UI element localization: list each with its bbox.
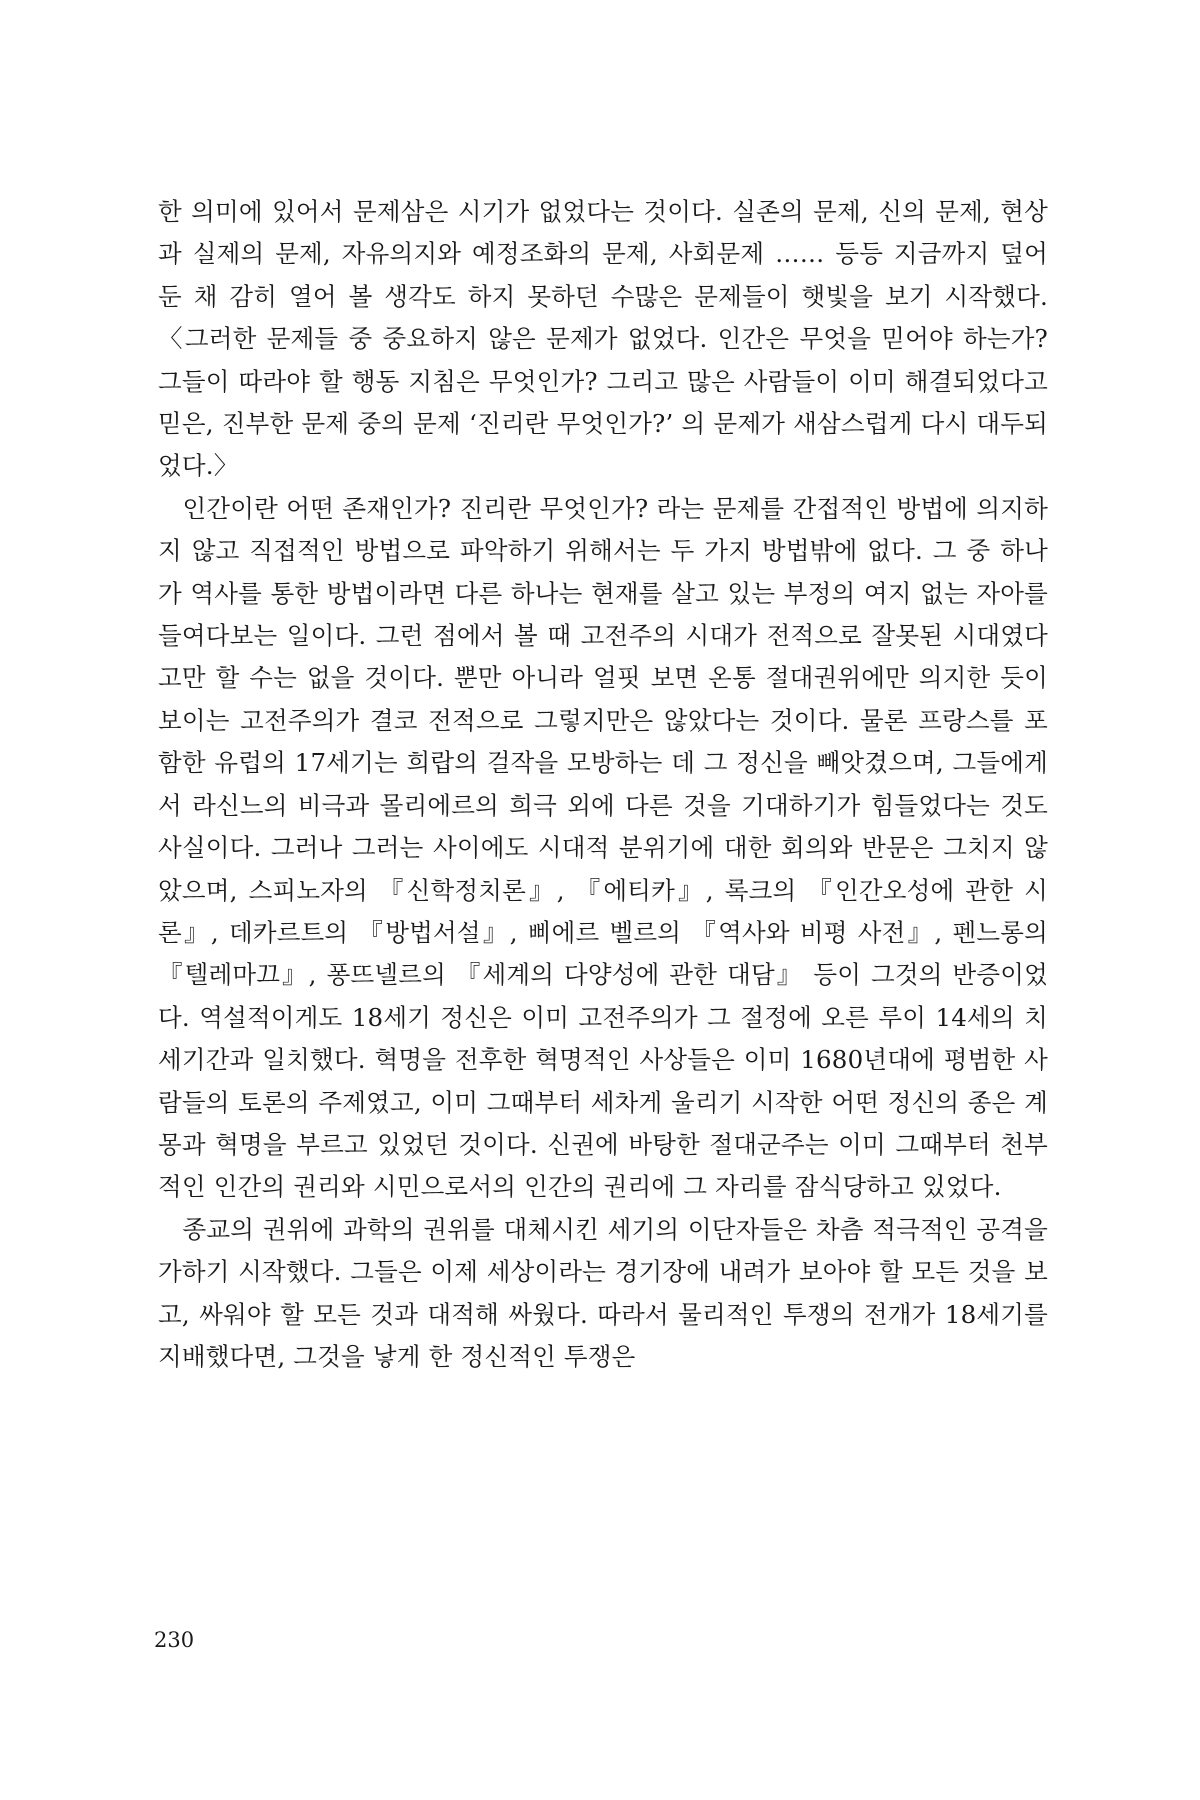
body-text	[158, 191, 1048, 1378]
paragraph-continuation: 한 의미에 있어서 문제삼은 시기가 없었다는 것이다. 실존의 문제, 신의 문제, 현상과 실제의 문제, 자유의지와 예정조화의 문제, 사회문제 …… 등등 지금까지 덮어 둔 채 감히 열어 볼 생각도 하지 못하던 수많은 문제들이 햇빛을 보기 시작했다. 〈그러한 문제들 중 중요하지 않은 문제가 없었다. 인간은 무엇을 믿어야 하는가? 그들이 따라야 할 행동 지침은 무엇인가? 그리고 많은 사람들이 이미 해결되었다고 믿은, 진부한 문제 중의 문제 ‘진리란 무엇인가?’ 의 문제가 새삼스럽게 다시 대두되었다.〉	[158, 197, 1048, 481]
page-number: 230	[154, 1628, 195, 1652]
paragraph: 종교의 권위에 과학의 권위를 대체시킨 세기의 이단자들은 차츰 적극적인 공격을 가하기 시작했다. 그들은 이제 세상이라는 경기장에 내려가 보아야 할 모든 것을 보고, 싸워야 할 모든 것과 대적해 싸웠다. 따라서 물리적인 투쟁의 전개가 18세기를 지배했다면, 그것을 낳게 한 정신적인 투쟁은	[158, 1214, 1048, 1371]
paragraph: 인간이란 어떤 존재인가? 진리란 무엇인가? 라는 문제를 간접적인 방법에 의지하지 않고 직접적인 방법으로 파악하기 위해서는 두 가지 방법밖에 없다. 그 중 하나가 역사를 통한 방법이라면 다른 하나는 현재를 살고 있는 부정의 여지 없는 자아를 들여다보는 일이다. 그런 점에서 볼 때 고전주의 시대가 전적으로 잘못된 시대였다고만 할 수는 없을 것이다. 뿐만 아니라 얼핏 보면 온통 절대권위에만 의지한 듯이 보이는 고전주의가 결코 전적으로 그렇지만은 않았다는 것이다. 물론 프랑스를 포함한 유럽의 17세기는 희랍의 걸작을 모방하는 데 그 정신을 빼앗겼으며, 그들에게서 라신느의 비극과 몰리에르의 희극 외에 다른 것을 기대하기가 힘들었다는 것도 사실이다. 그러나 그러는 사이에도 시대적 분위기에 대한 회의와 반문은 그치지 않았으며, 스피노자의 『신학정치론』, 『에티카』, 록크의 『인간오성에 관한 시론』, 데카르트의 『방법서설』, 삐에르 벨르의 『역사와 비평 사전』, 펜느롱의 『텔레마끄』, 퐁뜨넬르의 『세계의 다양성에 관한 대담』 등이 그것의 반증이었다. 역설적이게도 18세기 정신은 이미 고전주의가 그 절정에 오른 루이 14세의 치세기간과 일치했다. 혁명을 전후한 혁명적인 사상들은 이미 1680년대에 평범한 사람들의 토론의 주제였고, 이미 그때부터 세차게 울리기 시작한 어떤 정신의 종은 계몽과 혁명을 부르고 있었던 것이다. 신권에 바탕한 절대군주는 이미 그때부터 천부적인 인간의 권리와 시민으로서의 인간의 권리에 그 자리를 잠식당하고 있었다.	[158, 493, 1048, 1202]
